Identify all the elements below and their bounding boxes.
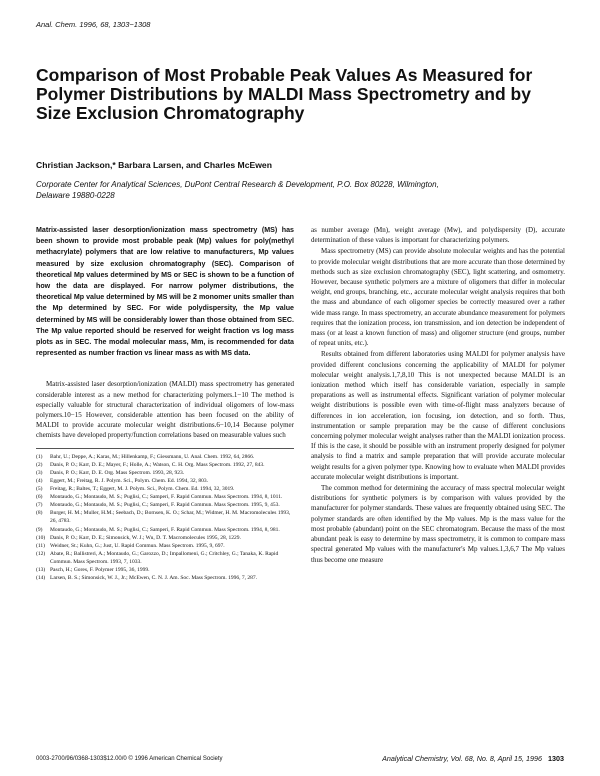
reference-text: Freitag, R.; Baltes, T.; Eggert, M. J. Polym. Sci., Polym. Chem. Ed. 1994, 32, 3019. <box>50 486 235 493</box>
reference-item <box>36 574 294 582</box>
reference-number: (2) <box>36 461 43 468</box>
left-column <box>36 225 294 582</box>
reference-item <box>36 534 294 542</box>
page-number: 1303 <box>548 754 564 763</box>
reference-item <box>36 453 294 461</box>
reference-text: Pasch, H.; Gores, F. Polymer 1995, 36, 1999. <box>50 566 150 573</box>
body-paragraph: as number average (Mn), weight average (Mw), and polydispersity (D), accurate determination of these values is important for characterizing polymers. <box>311 226 565 245</box>
reference-item <box>36 485 294 493</box>
reference-item <box>36 469 294 477</box>
body-paragraph: Results obtained from different laboratories using MALDI for polymer analysis have provided different conclusions concerning the applicability of MALDI for polymer molecular weight analysis.1,7,8,10 This is not unexpected because MALDI is an ionization method which itself has considerable variation, especially in sample preparations as well as instrumental effects. Significant variation of polymer molecular weight distributions is possible even with time-of-flight mass analyzers because of differences in ion acceleration, ion focusing, ion detection, and so forth. Thus, instrumentation or sample preparation may be the cause of different conclusions concerning polymer molecular weight analyses rather than the MALDI ionization process. If this is the case, it should be possible with an instrument properly designed for polymer analysis to find a matrix and sample preparation that will provide accurate molecular weight results for a given polymer type. Knowing how to evaluate when MALDI provides accurate molecular weight distributions is important. <box>311 350 565 481</box>
author-affiliation: Corporate Center for Analytical Sciences, DuPont Central Research & Development, P.O. Box 80228, Wilmington, Delaware 19880-0228 <box>36 180 439 200</box>
reference-text: Danis, P. O.; Karr, D. E. Org. Mass Spectrom. 1993, 28, 923. <box>50 469 185 476</box>
reference-item <box>36 542 294 550</box>
copyright-line: 0003-2700/96/0368-1303$12.00/0 © 1996 American Chemical Society <box>36 756 223 762</box>
abstract: Matrix-assisted laser desorption/ionization mass spectrometry (MS) has been shown to provide most probable peak (Mp) values for poly(methyl methacrylate) polymers that are low relative to manufacturers, Mp values measured by size exclusion chromatography (SEC). Comparison of theoretical Mp values determined by MS or SEC is shown to be a function of how the data are displayed. For narrow polymer distributions, the theoretical Mp value determined by MS will be 2 monomer units smaller than the Mp determined by SEC. For wide polydispersity, the Mp value determined by MS will be considerably lower than those obtained from SEC. The Mp value reported should be reserved for weight fraction vs log mass plots as in SEC. The modal molecular mass, Mm, is recommended for data represented as number fraction vs linear mass as with MS data. <box>36 226 294 358</box>
reference-number: (5) <box>36 486 43 493</box>
reference-item <box>36 526 294 534</box>
reference-text: Eggert, M.; Freitag, R. J. Polym. Sci., Polym. Chem. Ed. 1994, 32, 803. <box>50 477 208 484</box>
reference-item <box>36 509 294 525</box>
reference-number: (4) <box>36 477 43 484</box>
reference-number: (3) <box>36 469 43 476</box>
right-column <box>311 225 565 565</box>
reference-number: (10) <box>36 534 46 541</box>
reference-item <box>36 550 294 566</box>
journal-issue: Analytical Chemistry, Vol. 68, No. 8, April 15, 1996 <box>382 754 542 763</box>
reference-text: Burger, H. M.; Muller, H.M.; Seebach, D.; Bornsen, K. O.; Schar, M.; Widmer, H. M. Macromolecules 1993, 26, 4783. <box>50 510 291 525</box>
body-paragraph: Mass spectrometry (MS) can provide absolute molecular weights and has the potential to provide molecular weight distributions that are more accurate than those determined by methods such as size exclusion chromatography (SEC), light scattering, and osmometry. However, because synthetic polymers are a mixture of oligomers that differ in molecular weight, end groups, branching, etc., accurate molecular weight analysis requires that both the mass and abundance of each oligomer species be correctly measured over a rather wide mass range. In mass spectrometry, an accurate abundance measurement for polymers requires that the ionization process, ion transmission, and ion detection be independent of mass (or at least a known function of mass) and oligomer structure (end groups, number of repeat units, etc.). <box>311 247 565 348</box>
journal-reference: Anal. Chem. 1996, 68, 1303−1308 <box>36 20 151 29</box>
reference-text: Danis, P. O.; Karr, D. E.; Mayer, F.; Holle, A.; Watson, C. H. Org. Mass Spectrom. 1992, 27, 843. <box>50 461 265 468</box>
reference-item <box>36 566 294 574</box>
reference-number: (7) <box>36 502 43 509</box>
reference-item <box>36 477 294 485</box>
reference-item <box>36 493 294 501</box>
footnote-divider <box>36 448 294 449</box>
reference-number: (12) <box>36 550 46 557</box>
intro-paragraph: Matrix-assisted laser desorption/ionization (MALDI) mass spectrometry has generated considerable interest as a new method for characterizing polymers.1−10 The method is especially valuable for structural characterization of individual oligomers of low-mass polymers.10−15 However, considerable attention has been focused on the ability of MALDI to provide accurate molecular weight distributions.6−10,14 Because polymer chemists have developed property/function correlations based on measurable values such <box>36 380 294 440</box>
reference-text: Larsen, B. S.; Simonsick, W. J., Jr.; McEwen, C. N. J. Am. Soc. Mass Spectrom. 1996, 7, 287. <box>50 575 258 582</box>
body-paragraph: The common method for determining the accuracy of mass spectral molecular weight distributions for synthetic polymers is by comparison with values provided by the manufacturer for polymer standards. These values are frequently obtained using SEC. The polymer standards are often identified by the Mp values. Mp is the mass value for the most probable (abundant) point on the SEC chromatogram. Because the mass of the most abundant peak is easy to determine by mass spectrometry, it is common to compare mass spectral generated Mp values with the manufacturer's Mp values.1,3,6,7 The Mp values thus become one measure <box>311 484 565 564</box>
reference-number: (14) <box>36 575 46 582</box>
article-title: Comparison of Most Probable Peak Values As Measured for Polymer Distributions by MALDI Mass Spectrometry and by Size Exclusion Chromatography <box>36 65 533 123</box>
reference-text: Montaudo, G.; Montaudo, M. S.; Puglisi, C.; Samperi, F. Rapid Commun. Mass Spectrom. 1994, 8, 981. <box>50 526 280 533</box>
reference-number: (6) <box>36 494 43 501</box>
reference-text: Danis, P. O.; Karr, D. E.; Simonsick, W. J.; Wu, D. T. Macromolecules 1995, 28, 1229. <box>50 534 241 541</box>
reference-item <box>36 501 294 509</box>
reference-number: (11) <box>36 542 45 549</box>
reference-text: Abate, R.; Ballistreri, A.; Montaudo, G.; Garozzo, D.; Impallomeni, G.; Critchley, G.; Tanaka, K. Rapid Commun. Mass Spectrom. 1993, 7, 1033. <box>50 550 279 565</box>
author-list: Christian Jackson,* Barbara Larsen, and Charles McEwen <box>36 160 272 170</box>
reference-text: Montaudo, G.; Montaudo, M. S.; Puglisi, C.; Samperi, F. Rapid Commun. Mass Spectrom. 1994, 8, 1011. <box>50 494 283 501</box>
reference-item <box>36 461 294 469</box>
running-footer <box>382 754 564 763</box>
reference-number: (1) <box>36 453 43 460</box>
reference-text: Bahr, U.; Deppe, A.; Karas, M.; Hillenkamp, F.; Giessmann, U. Anal. Chem. 1992, 64, 2866. <box>50 453 255 460</box>
reference-number: (9) <box>36 526 43 533</box>
reference-text: Weidner, St.; Kuhn, G.; Just, U. Rapid Commun. Mass Spectrom. 1995, 9, 697. <box>50 542 225 549</box>
reference-number: (8) <box>36 510 43 517</box>
reference-number: (13) <box>36 566 46 573</box>
reference-list <box>36 453 294 583</box>
reference-text: Montaudo, G.; Montaudo, M. S.; Puglisi, C.; Samperi, F. Rapid Commun. Mass Spectrom. 1995, 9, 453. <box>50 502 280 509</box>
